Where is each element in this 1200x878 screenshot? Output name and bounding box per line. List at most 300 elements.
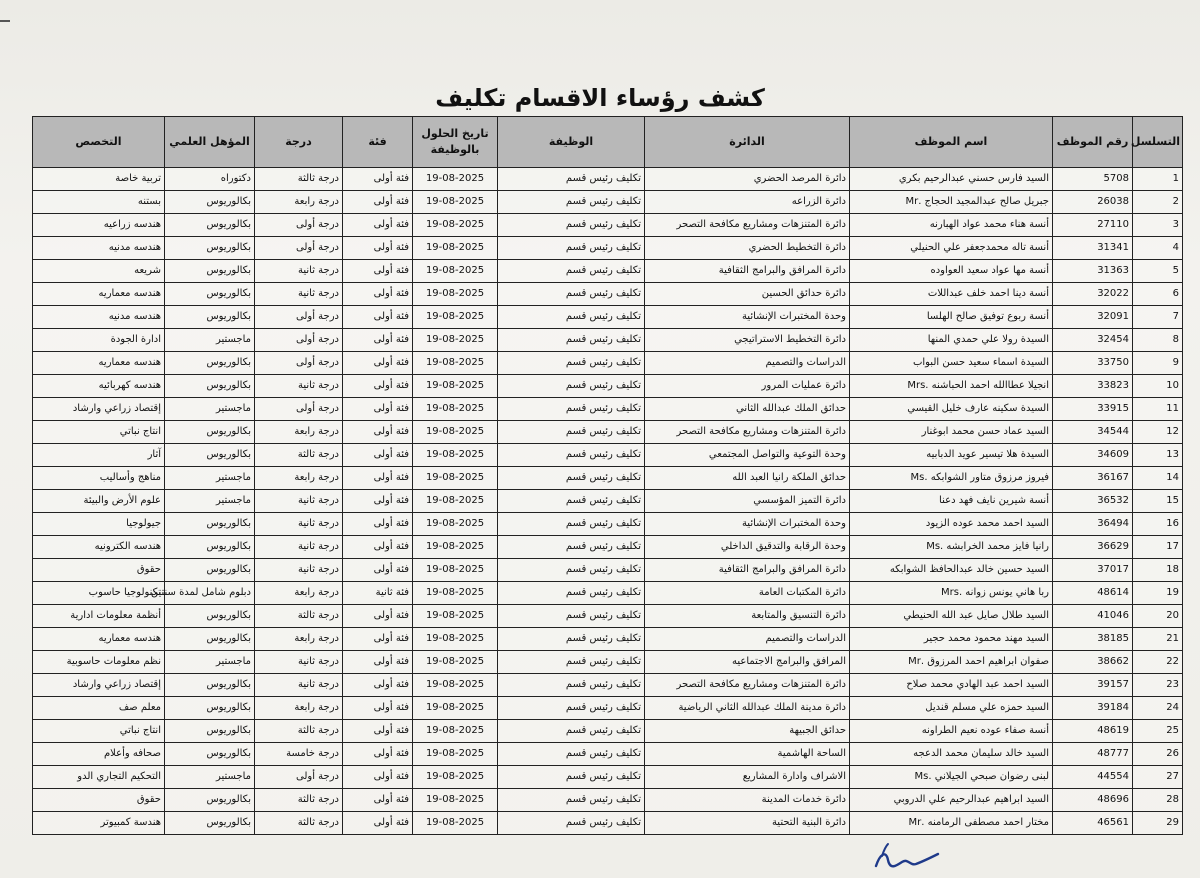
cell-qualification: بكالوريوس — [165, 559, 255, 582]
cell-name: السيد احمد عبد الهادي محمد صلاح — [850, 674, 1053, 697]
cell-grade: درجة ثانية — [255, 559, 343, 582]
cell-seq: 29 — [1133, 812, 1183, 835]
cell-seq: 28 — [1133, 789, 1183, 812]
header-name: اسم الموظف — [850, 117, 1053, 168]
cell-specialization: حقوق — [33, 789, 165, 812]
cell-job: تكليف رئيس قسم — [498, 720, 645, 743]
cell-grade: درجة أولى — [255, 214, 343, 237]
cell-grade: درجة أولى — [255, 237, 343, 260]
cell-date: 19-08-2025 — [413, 559, 498, 582]
cell-category: فئة أولى — [343, 766, 413, 789]
cell-date: 19-08-2025 — [413, 582, 498, 605]
cell-name: السيد مهند محمود محمد حجير — [850, 628, 1053, 651]
cell-name: أنسة دينا احمد خلف عبداللات — [850, 283, 1053, 306]
cell-job: تكليف رئيس قسم — [498, 789, 645, 812]
table-row — [33, 306, 1183, 329]
cell-name: السيد احمد محمد عوده الزيود — [850, 513, 1053, 536]
cell-date: 19-08-2025 — [413, 490, 498, 513]
cell-dept: دائرة المكتبات العامة — [645, 582, 850, 605]
cell-specialization: هندسه كهربائيه — [33, 375, 165, 398]
table-row — [33, 812, 1183, 835]
cell-qualification: بكالوريوس — [165, 352, 255, 375]
cell-emp-id: 33823 — [1053, 375, 1133, 398]
cell-specialization: هندسه معماريه — [33, 283, 165, 306]
cell-category: فئة أولى — [343, 605, 413, 628]
cell-job: تكليف رئيس قسم — [498, 559, 645, 582]
table-row — [33, 467, 1183, 490]
assignments-table — [32, 116, 1183, 835]
table-row — [33, 743, 1183, 766]
cell-job: تكليف رئيس قسم — [498, 513, 645, 536]
cell-dept: دائرة البنية التحتية — [645, 812, 850, 835]
cell-seq: 16 — [1133, 513, 1183, 536]
cell-name: مختار احمد مصطفى الرمامنه .Mr — [850, 812, 1053, 835]
table-body — [33, 168, 1183, 835]
cell-qualification: بكالوريوس — [165, 697, 255, 720]
cell-qualification: بكالوريوس — [165, 513, 255, 536]
cell-dept: الدراسات والتصميم — [645, 628, 850, 651]
header-emp-id: رقم الموظف — [1053, 117, 1133, 168]
cell-grade: درجة أولى — [255, 398, 343, 421]
cell-qualification: بكالوريوس — [165, 444, 255, 467]
cell-category: فئة أولى — [343, 467, 413, 490]
cell-seq: 8 — [1133, 329, 1183, 352]
cell-emp-id: 36532 — [1053, 490, 1133, 513]
cell-name: أنسة صفاء عوده نعيم الطراونه — [850, 720, 1053, 743]
cell-date: 19-08-2025 — [413, 398, 498, 421]
cell-specialization: التحكيم التجاري الدو — [33, 766, 165, 789]
cell-specialization: إقتصاد زراعي وارشاد — [33, 398, 165, 421]
cell-seq: 4 — [1133, 237, 1183, 260]
cell-date: 19-08-2025 — [413, 789, 498, 812]
cell-dept: وحدة المختبرات الإنشائية — [645, 513, 850, 536]
table-row — [33, 720, 1183, 743]
header-dept: الدائرة — [645, 117, 850, 168]
cell-grade: درجة رابعة — [255, 697, 343, 720]
cell-dept: دائرة المتنزهات ومشاريع مكافحة التصحر — [645, 214, 850, 237]
cell-specialization: بستنه — [33, 191, 165, 214]
cell-qualification: بكالوريوس — [165, 191, 255, 214]
cell-seq: 2 — [1133, 191, 1183, 214]
cell-seq: 22 — [1133, 651, 1183, 674]
cell-emp-id: 32091 — [1053, 306, 1133, 329]
cell-grade: درجة رابعة — [255, 191, 343, 214]
cell-dept: دائرة حدائق الحسين — [645, 283, 850, 306]
cell-grade: درجة أولى — [255, 329, 343, 352]
cell-category: فئة أولى — [343, 283, 413, 306]
cell-job: تكليف رئيس قسم — [498, 191, 645, 214]
cell-dept: دائرة المرافق والبرامج الثقافية — [645, 260, 850, 283]
header-qualification: المؤهل العلمي — [165, 117, 255, 168]
cell-name: السيد حسين خالد عبدالحافظ الشوابكه — [850, 559, 1053, 582]
table-row — [33, 605, 1183, 628]
cell-name: فيروز مرزوق متاور الشوابكه .Ms — [850, 467, 1053, 490]
table-header-row — [33, 117, 1183, 168]
table-row — [33, 789, 1183, 812]
cell-date: 19-08-2025 — [413, 168, 498, 191]
cell-qualification: ماجستير — [165, 467, 255, 490]
cell-seq: 13 — [1133, 444, 1183, 467]
cell-category: فئة أولى — [343, 720, 413, 743]
cell-date: 19-08-2025 — [413, 306, 498, 329]
cell-qualification: ماجستير — [165, 490, 255, 513]
cell-seq: 20 — [1133, 605, 1183, 628]
cell-emp-id: 41046 — [1053, 605, 1133, 628]
table-row — [33, 766, 1183, 789]
cell-category: فئة أولى — [343, 375, 413, 398]
cell-qualification: دبلوم شامل لمدة سنتين — [165, 582, 255, 605]
cell-date: 19-08-2025 — [413, 536, 498, 559]
cell-emp-id: 46561 — [1053, 812, 1133, 835]
cell-dept: الساحة الهاشمية — [645, 743, 850, 766]
cell-date: 19-08-2025 — [413, 513, 498, 536]
cell-job: تكليف رئيس قسم — [498, 743, 645, 766]
cell-grade: درجة ثانية — [255, 375, 343, 398]
table-row — [33, 674, 1183, 697]
cell-date: 19-08-2025 — [413, 329, 498, 352]
cell-dept: دائرة الزراعه — [645, 191, 850, 214]
cell-name: السيدة اسماء سعيد حسن البواب — [850, 352, 1053, 375]
cell-date: 19-08-2025 — [413, 812, 498, 835]
table-row — [33, 237, 1183, 260]
cell-dept: دائرة التميز المؤسسي — [645, 490, 850, 513]
cell-job: تكليف رئيس قسم — [498, 444, 645, 467]
cell-date: 19-08-2025 — [413, 191, 498, 214]
cell-specialization: انتاج نباتي — [33, 720, 165, 743]
cell-date: 19-08-2025 — [413, 743, 498, 766]
cell-qualification: بكالوريوس — [165, 283, 255, 306]
table-row — [33, 536, 1183, 559]
cell-name: صفوان ابراهيم احمد المرزوق .Mr — [850, 651, 1053, 674]
cell-seq: 23 — [1133, 674, 1183, 697]
cell-category: فئة أولى — [343, 421, 413, 444]
cell-name: أنسة تاله محمدجعفر علي الحنيلي — [850, 237, 1053, 260]
cell-dept: دائرة عمليات المرور — [645, 375, 850, 398]
cell-name: أنسة هناء محمد عواد الهبارنه — [850, 214, 1053, 237]
cell-seq: 26 — [1133, 743, 1183, 766]
cell-name: السيد طلال صايل عبد الله الحنيطي — [850, 605, 1053, 628]
cell-specialization: آثار — [33, 444, 165, 467]
cell-specialization: هندسه مدنيه — [33, 237, 165, 260]
cell-dept: حدائق الملك عبدالله الثاني — [645, 398, 850, 421]
cell-qualification: بكالوريوس — [165, 536, 255, 559]
cell-job: تكليف رئيس قسم — [498, 628, 645, 651]
cell-emp-id: 48696 — [1053, 789, 1133, 812]
cell-job: تكليف رئيس قسم — [498, 490, 645, 513]
cell-date: 19-08-2025 — [413, 237, 498, 260]
cell-emp-id: 39157 — [1053, 674, 1133, 697]
table-row — [33, 260, 1183, 283]
cell-name: انجيلا عطاالله احمد الحباشنه .Mrs — [850, 375, 1053, 398]
cell-name: رانيا فايز محمد الخرابشه .Ms — [850, 536, 1053, 559]
cell-job: تكليف رئيس قسم — [498, 283, 645, 306]
cell-emp-id: 36629 — [1053, 536, 1133, 559]
cell-qualification: بكالوريوس — [165, 421, 255, 444]
cell-qualification: ماجستير — [165, 398, 255, 421]
cell-job: تكليف رئيس قسم — [498, 375, 645, 398]
cell-seq: 5 — [1133, 260, 1183, 283]
cell-dept: حدائق الملكة رانيا العبد الله — [645, 467, 850, 490]
cell-emp-id: 26038 — [1053, 191, 1133, 214]
table-row — [33, 421, 1183, 444]
cell-emp-id: 36494 — [1053, 513, 1133, 536]
cell-emp-id: 48614 — [1053, 582, 1133, 605]
cell-qualification: بكالوريوس — [165, 260, 255, 283]
cell-specialization: علوم الأرض والبيئة — [33, 490, 165, 513]
cell-category: فئة أولى — [343, 490, 413, 513]
cell-qualification: بكالوريوس — [165, 789, 255, 812]
cell-emp-id: 38185 — [1053, 628, 1133, 651]
cell-specialization: إقتصاد زراعي وارشاد — [33, 674, 165, 697]
cell-grade: درجة رابعة — [255, 582, 343, 605]
cell-emp-id: 37017 — [1053, 559, 1133, 582]
cell-grade: درجة ثالثة — [255, 168, 343, 191]
cell-grade: درجة أولى — [255, 306, 343, 329]
cell-grade: درجة رابعة — [255, 467, 343, 490]
cell-job: تكليف رئيس قسم — [498, 329, 645, 352]
cell-specialization: صحافه وأعلام — [33, 743, 165, 766]
header-category: فئة — [343, 117, 413, 168]
cell-date: 19-08-2025 — [413, 674, 498, 697]
cell-emp-id: 31341 — [1053, 237, 1133, 260]
cell-category: فئة أولى — [343, 697, 413, 720]
cell-date: 19-08-2025 — [413, 421, 498, 444]
cell-date: 19-08-2025 — [413, 697, 498, 720]
cell-seq: 21 — [1133, 628, 1183, 651]
table-row — [33, 490, 1183, 513]
cell-seq: 19 — [1133, 582, 1183, 605]
header-date: تاريخ الحلول بالوظيفة — [413, 117, 498, 168]
cell-job: تكليف رئيس قسم — [498, 352, 645, 375]
cell-category: فئة أولى — [343, 260, 413, 283]
cell-qualification: بكالوريوس — [165, 720, 255, 743]
cell-dept: دائرة التنسيق والمتابعة — [645, 605, 850, 628]
cell-category: فئة أولى — [343, 628, 413, 651]
page-edge-mark — [0, 20, 10, 22]
cell-specialization: حقوق — [33, 559, 165, 582]
cell-job: تكليف رئيس قسم — [498, 812, 645, 835]
cell-grade: درجة ثانية — [255, 651, 343, 674]
cell-specialization: شريعه — [33, 260, 165, 283]
cell-dept: وحدة الرقابة والتدقيق الداخلي — [645, 536, 850, 559]
cell-seq: 11 — [1133, 398, 1183, 421]
cell-category: فئة أولى — [343, 191, 413, 214]
cell-name: أنسة مها عواد سعيد العواوده — [850, 260, 1053, 283]
cell-job: تكليف رئيس قسم — [498, 536, 645, 559]
cell-grade: درجة ثانية — [255, 260, 343, 283]
header-specialization: التخصص — [33, 117, 165, 168]
cell-name: السيد فارس حسني عبدالرحيم بكري — [850, 168, 1053, 191]
cell-name: السيدة هلا تيسير عويد الدبابيه — [850, 444, 1053, 467]
cell-seq: 1 — [1133, 168, 1183, 191]
cell-grade: درجة أولى — [255, 766, 343, 789]
cell-job: تكليف رئيس قسم — [498, 697, 645, 720]
cell-dept: وحدة المختبرات الإنشائية — [645, 306, 850, 329]
cell-qualification: ماجستير — [165, 651, 255, 674]
cell-name: لبنى رضوان صبحي الجيلاني .Ms — [850, 766, 1053, 789]
cell-grade: درجة ثانية — [255, 674, 343, 697]
cell-job: تكليف رئيس قسم — [498, 260, 645, 283]
cell-seq: 18 — [1133, 559, 1183, 582]
cell-category: فئة أولى — [343, 743, 413, 766]
cell-dept: دائرة التخطيط الحضري — [645, 237, 850, 260]
cell-grade: درجة ثانية — [255, 283, 343, 306]
cell-dept: دائرة المتنزهات ومشاريع مكافحة التصحر — [645, 674, 850, 697]
cell-qualification: بكالوريوس — [165, 375, 255, 398]
cell-date: 19-08-2025 — [413, 720, 498, 743]
cell-emp-id: 36167 — [1053, 467, 1133, 490]
cell-seq: 24 — [1133, 697, 1183, 720]
cell-qualification: ماجستير — [165, 766, 255, 789]
cell-specialization: أنظمة معلومات ادارية — [33, 605, 165, 628]
cell-date: 19-08-2025 — [413, 283, 498, 306]
cell-specialization: هندسه مدنيه — [33, 306, 165, 329]
table-row — [33, 329, 1183, 352]
cell-emp-id: 38662 — [1053, 651, 1133, 674]
cell-grade: درجة رابعة — [255, 421, 343, 444]
header-grade: درجة — [255, 117, 343, 168]
cell-job: تكليف رئيس قسم — [498, 651, 645, 674]
cell-name: السيد خالد سليمان محمد الدعجه — [850, 743, 1053, 766]
cell-category: فئة أولى — [343, 513, 413, 536]
cell-emp-id: 34609 — [1053, 444, 1133, 467]
cell-qualification: ماجستير — [165, 329, 255, 352]
table-row — [33, 352, 1183, 375]
cell-category: فئة أولى — [343, 398, 413, 421]
cell-qualification: بكالوريوس — [165, 812, 255, 835]
header-job: الوظيفة — [498, 117, 645, 168]
cell-date: 19-08-2025 — [413, 214, 498, 237]
cell-date: 19-08-2025 — [413, 766, 498, 789]
cell-dept: وحدة التوعية والتواصل المجتمعي — [645, 444, 850, 467]
cell-dept: دائرة مدينة الملك عبدالله الثاني الرياضية — [645, 697, 850, 720]
table-row — [33, 444, 1183, 467]
cell-seq: 7 — [1133, 306, 1183, 329]
cell-grade: درجة ثالثة — [255, 720, 343, 743]
cell-emp-id: 39184 — [1053, 697, 1133, 720]
table-row — [33, 191, 1183, 214]
table-row — [33, 283, 1183, 306]
cell-job: تكليف رئيس قسم — [498, 168, 645, 191]
signature-mark — [872, 836, 942, 876]
cell-qualification: بكالوريوس — [165, 743, 255, 766]
cell-seq: 9 — [1133, 352, 1183, 375]
cell-qualification: بكالوريوس — [165, 237, 255, 260]
cell-date: 19-08-2025 — [413, 260, 498, 283]
cell-category: فئة أولى — [343, 168, 413, 191]
cell-specialization: مناهج وأساليب — [33, 467, 165, 490]
cell-category: فئة أولى — [343, 536, 413, 559]
table-row — [33, 582, 1183, 605]
cell-specialization: هندسه زراعيه — [33, 214, 165, 237]
cell-dept: دائرة المرصد الحضري — [645, 168, 850, 191]
cell-qualification: بكالوريوس — [165, 605, 255, 628]
cell-specialization: هندسه معماريه — [33, 628, 165, 651]
cell-seq: 17 — [1133, 536, 1183, 559]
cell-name: السيدة رولا علي حمدي المنها — [850, 329, 1053, 352]
cell-dept: الاشراف وادارة المشاريع — [645, 766, 850, 789]
cell-job: تكليف رئيس قسم — [498, 237, 645, 260]
cell-emp-id: 34544 — [1053, 421, 1133, 444]
cell-seq: 27 — [1133, 766, 1183, 789]
cell-job: تكليف رئيس قسم — [498, 421, 645, 444]
cell-emp-id: 31363 — [1053, 260, 1133, 283]
cell-name: أنسة ربوع توفيق صالح الهلسا — [850, 306, 1053, 329]
cell-emp-id: 27110 — [1053, 214, 1133, 237]
document-title: كشف رؤساء الاقسام تكليف — [435, 84, 765, 112]
cell-seq: 6 — [1133, 283, 1183, 306]
cell-emp-id: 48777 — [1053, 743, 1133, 766]
cell-category: فئة أولى — [343, 444, 413, 467]
cell-specialization: تكنولوجيا حاسوب — [33, 582, 165, 605]
cell-job: تكليف رئيس قسم — [498, 467, 645, 490]
cell-dept: حدائق الجبيهة — [645, 720, 850, 743]
cell-emp-id: 32454 — [1053, 329, 1133, 352]
cell-grade: درجة ثالثة — [255, 444, 343, 467]
cell-job: تكليف رئيس قسم — [498, 306, 645, 329]
cell-grade: درجة ثانية — [255, 536, 343, 559]
cell-grade: درجة ثالثة — [255, 789, 343, 812]
cell-emp-id: 33750 — [1053, 352, 1133, 375]
cell-seq: 25 — [1133, 720, 1183, 743]
cell-date: 19-08-2025 — [413, 375, 498, 398]
cell-job: تكليف رئيس قسم — [498, 582, 645, 605]
cell-category: فئة أولى — [343, 651, 413, 674]
cell-specialization: ادارة الجودة — [33, 329, 165, 352]
cell-name: السيد حمزه علي مسلم قنديل — [850, 697, 1053, 720]
cell-dept: دائرة خدمات المدينة — [645, 789, 850, 812]
cell-job: تكليف رئيس قسم — [498, 674, 645, 697]
cell-specialization: هندسه الكترونيه — [33, 536, 165, 559]
cell-name: أنسة شيرين نايف فهد دعنا — [850, 490, 1053, 513]
cell-name: السيد ابراهيم عبدالرحيم علي الدروبي — [850, 789, 1053, 812]
cell-specialization: هندسه معماريه — [33, 352, 165, 375]
cell-grade: درجة رابعة — [255, 628, 343, 651]
cell-grade: درجة أولى — [255, 352, 343, 375]
cell-date: 19-08-2025 — [413, 605, 498, 628]
cell-emp-id: 48619 — [1053, 720, 1133, 743]
table-row — [33, 651, 1183, 674]
cell-name: جبريل صالح عبدالمجيد الحجاج .Mr — [850, 191, 1053, 214]
cell-category: فئة أولى — [343, 674, 413, 697]
cell-specialization: معلم صف — [33, 697, 165, 720]
cell-category: فئة ثانية — [343, 582, 413, 605]
table-row — [33, 628, 1183, 651]
cell-seq: 12 — [1133, 421, 1183, 444]
cell-specialization: هندسة كمبيوتر — [33, 812, 165, 835]
cell-specialization: جيولوجيا — [33, 513, 165, 536]
cell-qualification: بكالوريوس — [165, 628, 255, 651]
cell-qualification: بكالوريوس — [165, 306, 255, 329]
cell-category: فئة أولى — [343, 329, 413, 352]
cell-category: فئة أولى — [343, 214, 413, 237]
cell-seq: 14 — [1133, 467, 1183, 490]
table-row — [33, 214, 1183, 237]
table-row — [33, 697, 1183, 720]
table-row — [33, 375, 1183, 398]
cell-dept: دائرة المرافق والبرامج الثقافية — [645, 559, 850, 582]
cell-grade: درجة ثانية — [255, 513, 343, 536]
cell-qualification: بكالوريوس — [165, 674, 255, 697]
cell-emp-id: 32022 — [1053, 283, 1133, 306]
cell-grade: درجة خامسة — [255, 743, 343, 766]
cell-seq: 3 — [1133, 214, 1183, 237]
table-row — [33, 559, 1183, 582]
cell-category: فئة أولى — [343, 789, 413, 812]
cell-grade: درجة ثانية — [255, 490, 343, 513]
cell-emp-id: 5708 — [1053, 168, 1133, 191]
cell-date: 19-08-2025 — [413, 651, 498, 674]
